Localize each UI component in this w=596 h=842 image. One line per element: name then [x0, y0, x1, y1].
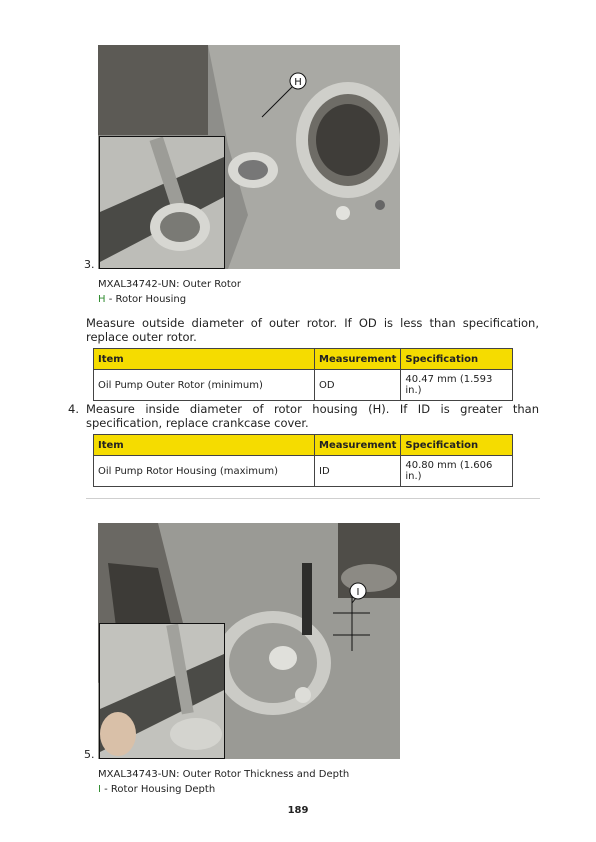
- caption-id: MXAL34743-UN: Outer Rotor Thickness and Depth: [98, 769, 350, 780]
- legend-code: H: [98, 294, 106, 305]
- page-number: 189: [287, 805, 309, 816]
- caliper-inset-photo: [99, 136, 225, 269]
- callout-i: I: [356, 587, 360, 598]
- col-item: Item: [94, 349, 315, 370]
- cell-item: Oil Pump Outer Rotor (minimum): [94, 370, 315, 401]
- caption-legend: [98, 782, 349, 797]
- outer-rotor-photo: [98, 45, 400, 269]
- instruction-rotor-housing: Measure inside diameter of rotor housing (H). If ID is greater than specification, replace crankcase cover.: [86, 402, 539, 430]
- legend-text: - Rotor Housing Depth: [100, 784, 216, 795]
- table-row: [94, 370, 513, 401]
- callout-h: H: [294, 77, 302, 88]
- spec-table-outer-rotor: [93, 348, 513, 401]
- instruction-outer-rotor: Measure outside diameter of outer rotor. If OD is less than specification, replace outer rotor.: [86, 316, 539, 344]
- figure-caption-2: [98, 767, 349, 797]
- section-divider: [86, 498, 540, 499]
- caliper-depth-inset-photo: [99, 623, 225, 759]
- caption-legend: [98, 292, 241, 307]
- spec-table-rotor-housing: [93, 434, 513, 487]
- rotor-housing-depth-photo: [98, 523, 400, 759]
- cell-specification: 40.47 mm (1.593 in.): [401, 370, 513, 401]
- table-header-row: [94, 435, 513, 456]
- cell-specification: 40.80 mm (1.606 in.): [401, 456, 513, 487]
- step-number-4: 4.: [68, 402, 79, 416]
- figure-caption-1: [98, 277, 241, 307]
- step-number-5: 5.: [84, 748, 95, 761]
- caption-id: MXAL34742-UN: Outer Rotor: [98, 279, 241, 290]
- legend-text: - Rotor Housing: [105, 294, 187, 305]
- col-measurement: Measurement: [315, 435, 401, 456]
- col-specification: Specification: [401, 349, 513, 370]
- step-number-3: 3.: [84, 258, 95, 271]
- table-header-row: [94, 349, 513, 370]
- cell-measurement: ID: [315, 456, 401, 487]
- cell-measurement: OD: [315, 370, 401, 401]
- col-item: Item: [94, 435, 315, 456]
- col-specification: Specification: [401, 435, 513, 456]
- cell-item: Oil Pump Rotor Housing (maximum): [94, 456, 315, 487]
- table-row: [94, 456, 513, 487]
- legend-code: I: [98, 784, 101, 795]
- col-measurement: Measurement: [315, 349, 401, 370]
